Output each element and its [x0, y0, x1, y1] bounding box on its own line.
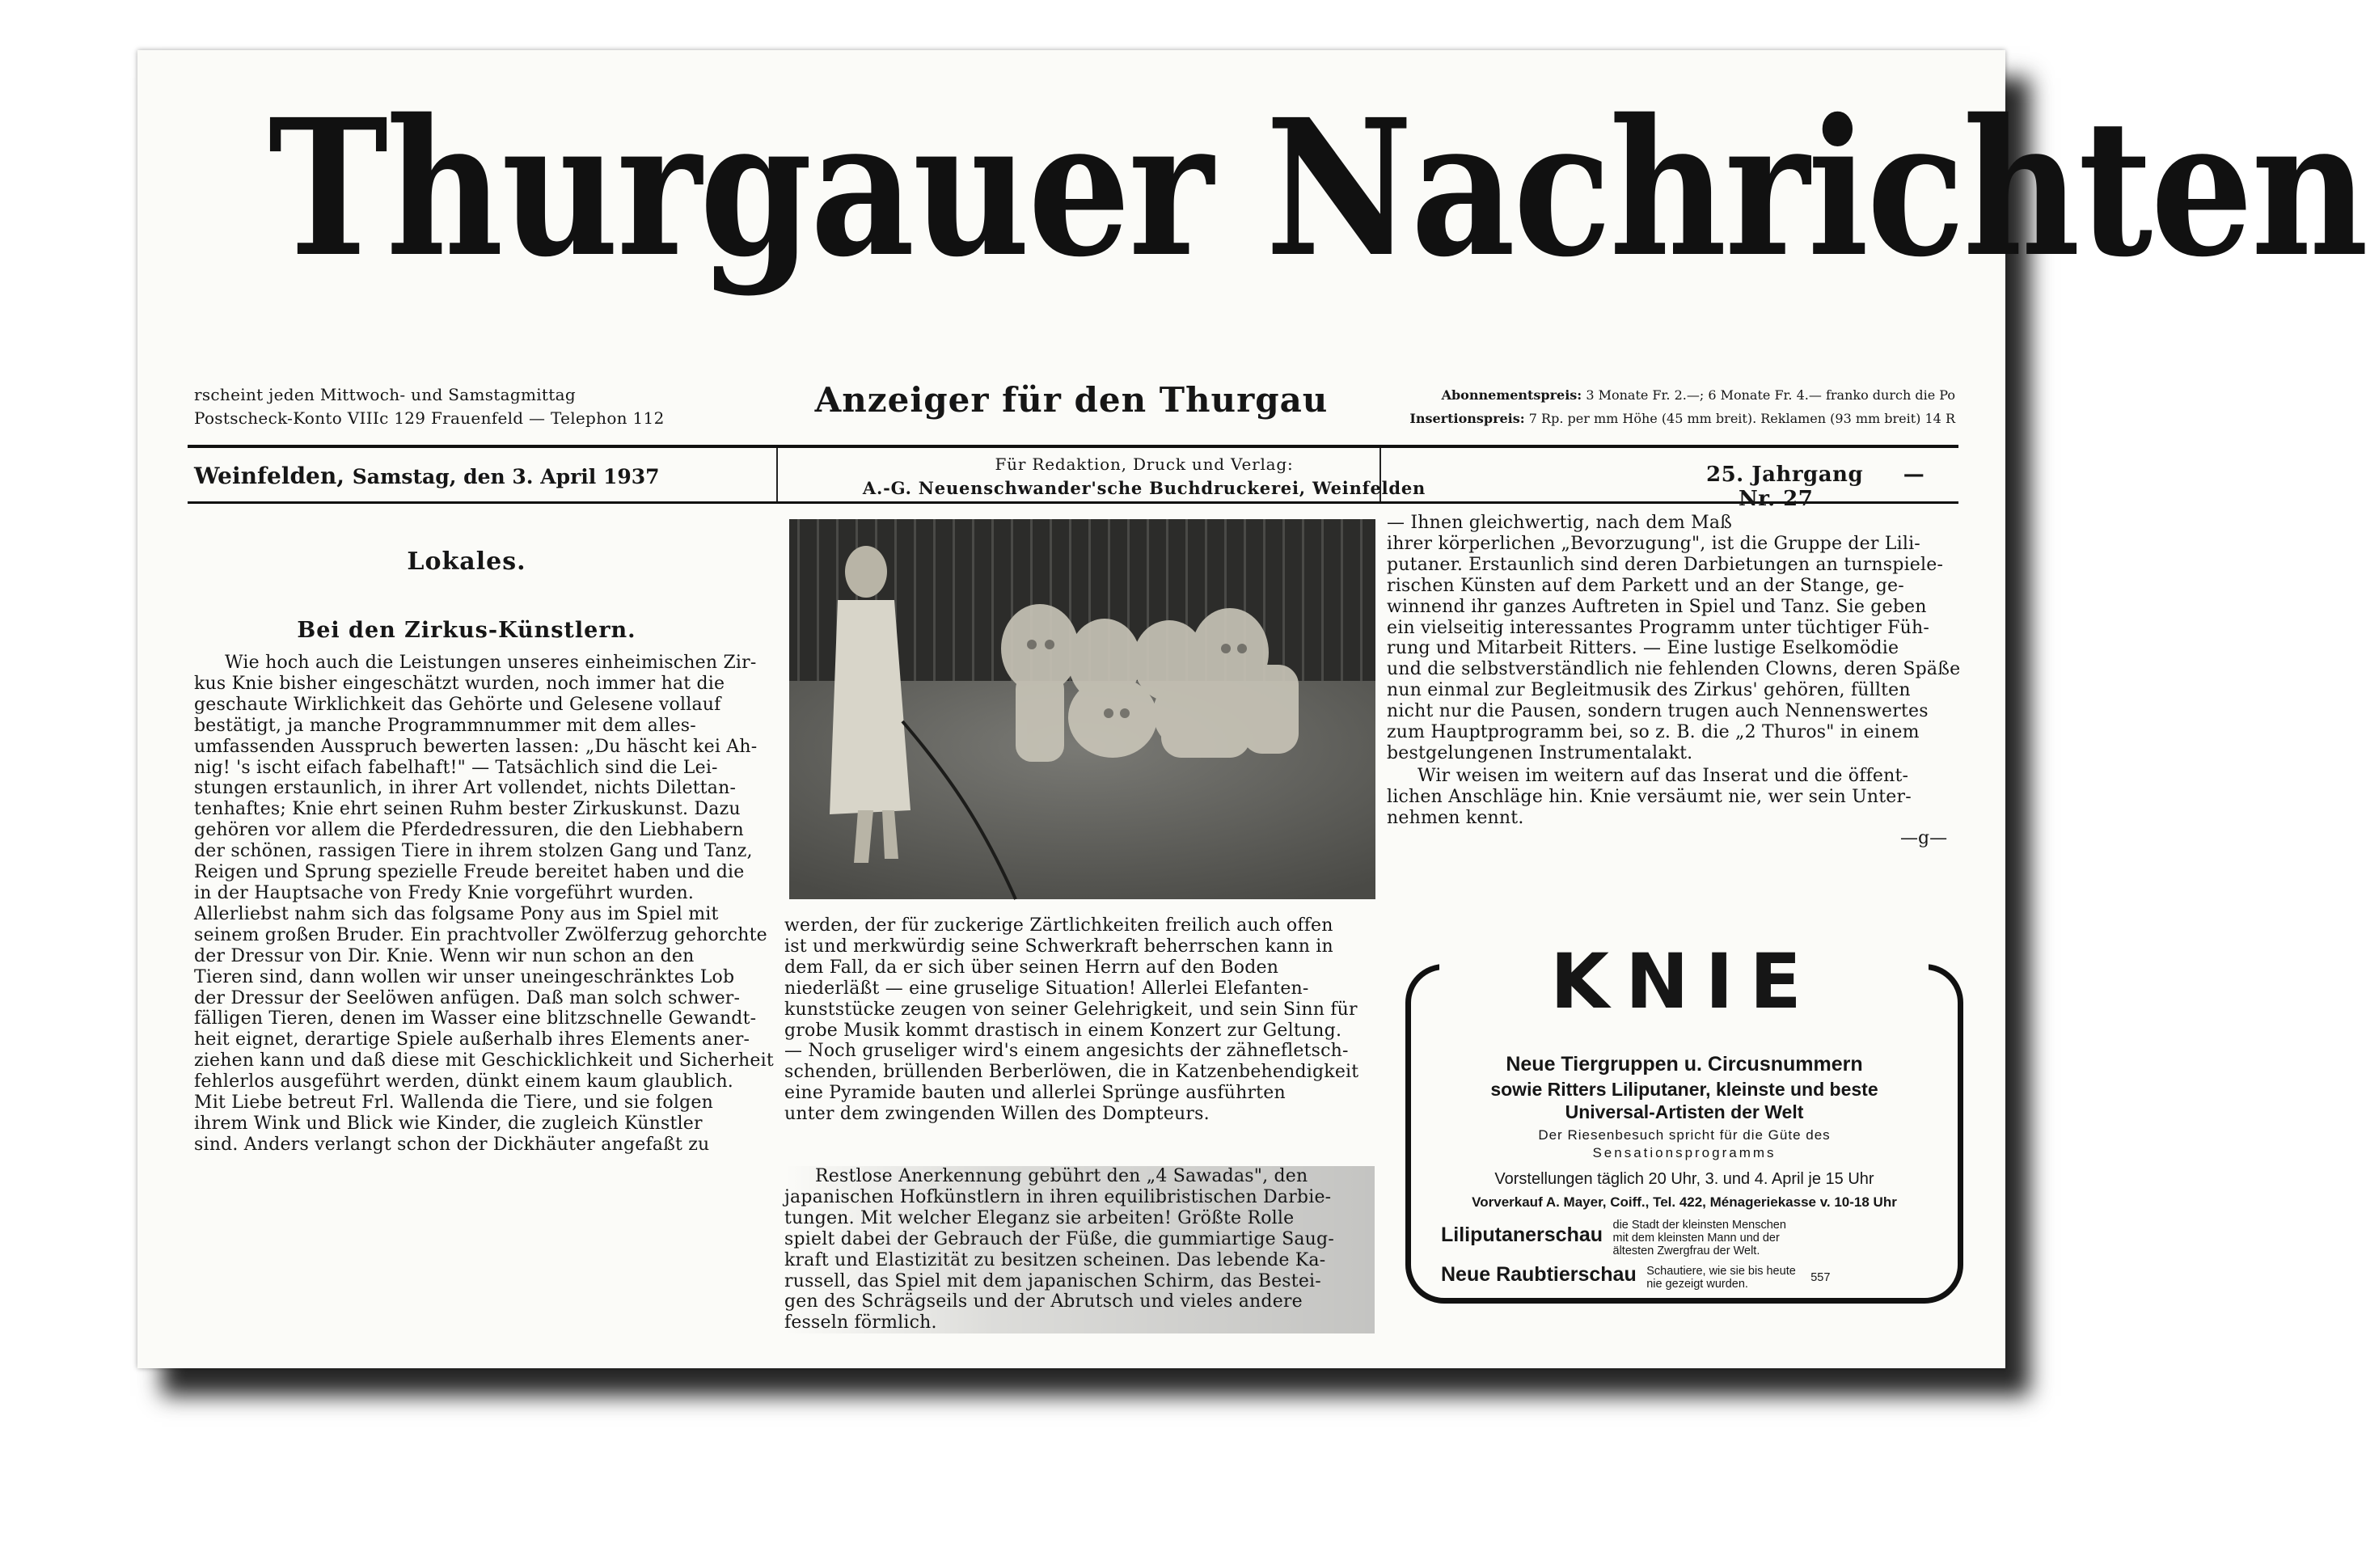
newspaper-page — [137, 50, 2366, 1368]
text-line: der Dressur der Seelöwen anfügen. Daß man solch schwer- — [194, 987, 741, 1008]
imprint-publisher: A.-G. Neuenschwander'sche Buchdruckerei, Weinfelden — [862, 478, 1426, 498]
text-line: spielt dabei der Gebrauch der Füße, die gummiartige Saug- — [784, 1228, 1334, 1249]
text-line: zum Hauptprogramm bei, so z. B. die „2 Thuros" in einem — [1387, 722, 1920, 743]
volume: 25. Jahrgang — [1706, 463, 1864, 487]
text-line: und die selbstverständlich nie fehlenden Clowns, deren Späße — [1387, 659, 1961, 680]
text-line: schenden, brüllenden Berberlöwen, die in Katzenbehendigkeit — [784, 1062, 1359, 1083]
text-line: rischen Künsten auf dem Parkett und an der Stange, ge- — [1387, 575, 1904, 596]
article-column-3b — [1387, 766, 1961, 829]
text-line: — Noch gruseliger wird's einem angesichts der zähnefletsch- — [784, 1041, 1349, 1062]
text-line: lichen Anschläge hin. Knie versäumt nie, wer sein Unter- — [1387, 786, 1912, 807]
text-line: nig! 's ischt eifach fabelhaft!" — Tatsächlich sind die Lei- — [194, 757, 718, 778]
text-line: nicht nur die Pausen, sondern trugen auch Nennenswertes — [1387, 701, 1929, 722]
text-line: gehören vor allem die Pferdedressuren, die den Liebhabern — [194, 820, 744, 841]
text-line: tenhaftes; Knie ehrt seinen Ruhm bester Zirkuskunst. Dazu — [194, 799, 741, 820]
text-line: fälligen Tieren, denen im Wasser eine blitzschnelle Gewandt- — [194, 1008, 757, 1029]
masthead-title: Thurgauer Nachrichten — [268, 78, 2366, 298]
text-line: nehmen kennt. — [1387, 807, 1524, 828]
text-line: seinem großen Bruder. Ein prachtvoller Zwölferzug gehorchte — [194, 924, 767, 945]
text-line: Reigen und Sprung spezielle Freude bereitet haben und die — [194, 862, 745, 883]
text-line: stungen erstaunlich, in ihrer Art vollendet, nichts Dilettan- — [194, 778, 737, 799]
text-line: winnend ihr ganzes Auftreten in Spiel und Tanz. Sie geben — [1387, 596, 1927, 617]
ad-line: Vorstellungen täglich 20 Uhr, 3. und 4. April je 15 Uhr — [1494, 1170, 1874, 1188]
text-line: tungen. Mit welcher Eleganz sie arbeiten! Größte Rolle — [784, 1207, 1295, 1228]
ad-line: Sensationsprogramms — [1592, 1145, 1777, 1160]
dateline — [194, 463, 660, 489]
header-rule-bottom — [188, 501, 1958, 504]
pricing-info — [1409, 383, 1955, 430]
text-line: unter dem zwingenden Willen des Dompteurs. — [784, 1104, 1210, 1125]
imprint — [817, 453, 1472, 500]
text-line: Mit Liebe betreut Frl. Wallenda die Tiere, und sie folgen — [194, 1093, 713, 1114]
text-line: eine Pyramide bauten und allerlei Sprünge ausführten — [784, 1083, 1286, 1104]
ad-line: Der Riesenbesuch spricht für die Güte des — [1538, 1127, 1831, 1143]
text-line: der Dressur von Dir. Knie. Wenn wir nun schon an den — [194, 945, 695, 966]
ad-line: Neue Tiergruppen u. Circusnummern — [1506, 1053, 1863, 1076]
text-line: nun einmal zur Begleitmusik des Zirkus' gehören, füllten — [1387, 680, 1911, 701]
postal-account: Postscheck-Konto VIIIc 129 Frauenfeld — Telephon 112 — [194, 408, 665, 428]
text-line: ihrer körperlichen „Bevorzugung", ist die Gruppe der Lili- — [1387, 533, 1920, 554]
text-line: umfassenden Ausspruch bewerten lassen: „Du häscht kei Ah- — [194, 736, 758, 757]
text-line: gen des Schrägseils und der Abrutsch und vieles andere — [784, 1291, 1303, 1312]
ad-line: Vorverkauf A. Mayer, Coiff., Tel. 422, Ménageriekasse v. 10-18 Uhr — [1472, 1194, 1897, 1210]
text-line: sind. Anders verlangt schon der Dickhäuter angefaßt zu — [194, 1134, 710, 1155]
text-line: putaner. Erstaunlich sind deren Darbietungen an turnspiele- — [1387, 554, 1944, 575]
imprint-line: Für Redaktion, Druck und Verlag: — [995, 454, 1294, 474]
issue-info — [1706, 463, 2005, 511]
article-column-2b — [784, 1166, 1375, 1333]
article-column-1 — [194, 653, 774, 1156]
text-line: ihrem Wink und Blick wie Kinder, die zugleich Künstler — [194, 1113, 703, 1134]
dateline-divider — [776, 448, 778, 501]
subscription-price: Abonnementspreis: 3 Monate Fr. 2.—; 6 Monate Fr. 4.— franko durch die Po — [1441, 387, 1955, 403]
text-line: kraft und Elastizität zu besitzen scheinen. Das lebende Ka- — [784, 1249, 1326, 1270]
text-line: Wir weisen im weitern auf das Inserat und die öffent- — [1417, 766, 1909, 786]
text-line: kunststücke zeugen von seiner Gelehrigkeit, und sein Sinn für — [784, 999, 1358, 1020]
author-signature: —g— — [1900, 828, 1948, 848]
text-line: Allerliebst nahm sich das folgsame Pony aus im Spiel mit — [194, 903, 719, 924]
article-column-3 — [1387, 513, 1961, 764]
publication-schedule: rscheint jeden Mittwoch- und Samstagmittag — [194, 385, 576, 404]
text-line: bestätigt, ja manche Programmnummer mit dem alles- — [194, 715, 696, 736]
text-line: grobe Musik kommt drastisch in einem Konzert zur Geltung. — [784, 1020, 1342, 1041]
issue-dash: — — [1903, 463, 1925, 487]
text-line: japanischen Hofkünstlern in ihren equilibristischen Darbie- — [784, 1186, 1332, 1207]
text-line: rung und Mitarbeit Ritters. — Eine lustige Eselkomödie — [1387, 638, 1899, 659]
text-line: niederläßt — eine gruselige Situation! Allerlei Elefanten- — [784, 978, 1309, 999]
text-line: geschaute Wirklichkeit das Gehörte und Gelesene vollauf — [194, 694, 721, 715]
text-line: Wie hoch auch die Leistungen unseres einheimischen Zir- — [225, 653, 757, 673]
ad-row-raubtierschau: Neue Raubtierschau Schautiere, wie sie bis heute nie gezeigt wurden. 557 — [1441, 1263, 1831, 1291]
text-line: der schönen, rassigen Tiere in ihrem stolzen Gang und Tanz, — [194, 841, 753, 862]
ad-line: sowie Ritters Liliputaner, kleinste und beste — [1490, 1079, 1878, 1100]
dateline-place: Weinfelden, — [194, 463, 344, 489]
article-headline: Bei den Zirkus-Künstlern. — [297, 618, 636, 643]
text-line: dem Fall, da er sich über seinen Herrn auf den Boden — [784, 957, 1279, 978]
header-rule-top — [188, 445, 1958, 448]
masthead-subtitle: Anzeiger für den Thurgau — [814, 380, 1329, 420]
text-line: fesseln förmlich. — [784, 1312, 937, 1333]
dateline-date: Samstag, den 3. April 1937 — [352, 465, 660, 488]
circus-lions-photo — [789, 519, 1375, 899]
text-line: ist und merkwürdig seine Schwerkraft beherrschen kann in — [784, 936, 1333, 957]
insertion-price: Insertionspreis: 7 Rp. per mm Höhe (45 mm breit). Reklamen (93 mm breit) 14 R — [1409, 411, 1955, 426]
article-column-2 — [784, 915, 1375, 1125]
text-line: ziehen kann und daß diese mit Geschicklichkeit und Sicherheit — [194, 1050, 774, 1071]
ad-row-liliputaner: Liliputanerschau die Stadt der kleinsten Menschen mit dem kleinsten Mann und der ältesten Zwergfrau der Welt. — [1441, 1219, 1786, 1257]
ad-line: Universal-Artisten der Welt — [1565, 1101, 1804, 1122]
text-line: fehlerlos ausgeführt werden, dünkt einem kaum glaublich. — [194, 1071, 733, 1093]
text-line: kus Knie bisher eingeschätzt wurden, noch immer hat die — [194, 673, 725, 694]
text-line: — Ihnen gleichwertig, nach dem Maß — [1387, 513, 1733, 533]
section-title: Lokales. — [407, 547, 526, 576]
issue-number: Nr. 27 — [1739, 487, 1814, 511]
text-line: Tieren sind, dann wollen wir unser uneingeschränktes Lob — [194, 966, 735, 987]
text-line: heit eignet, derartige Spiele außerhalb ihres Elements aner- — [194, 1029, 750, 1050]
text-line: bestgelungenen Instrumentalakt. — [1387, 742, 1693, 763]
photo-illustration — [789, 519, 1375, 899]
text-line: russell, das Spiel mit dem japanischen Schirm, das Bestei- — [784, 1270, 1321, 1291]
text-line: in der Hauptsache von Fredy Knie vorgeführt wurden. — [194, 882, 695, 903]
text-line: werden, der für zuckerige Zärtlichkeiten freilich auch offen — [784, 915, 1333, 936]
text-line: ein vielseitig interessantes Programm unter tüchtiger Füh- — [1387, 617, 1929, 638]
ad-title: KNIE — [1439, 942, 1929, 1023]
text-line: Restlose Anerkennung gebührt den „4 Sawadas", den — [815, 1166, 1308, 1186]
